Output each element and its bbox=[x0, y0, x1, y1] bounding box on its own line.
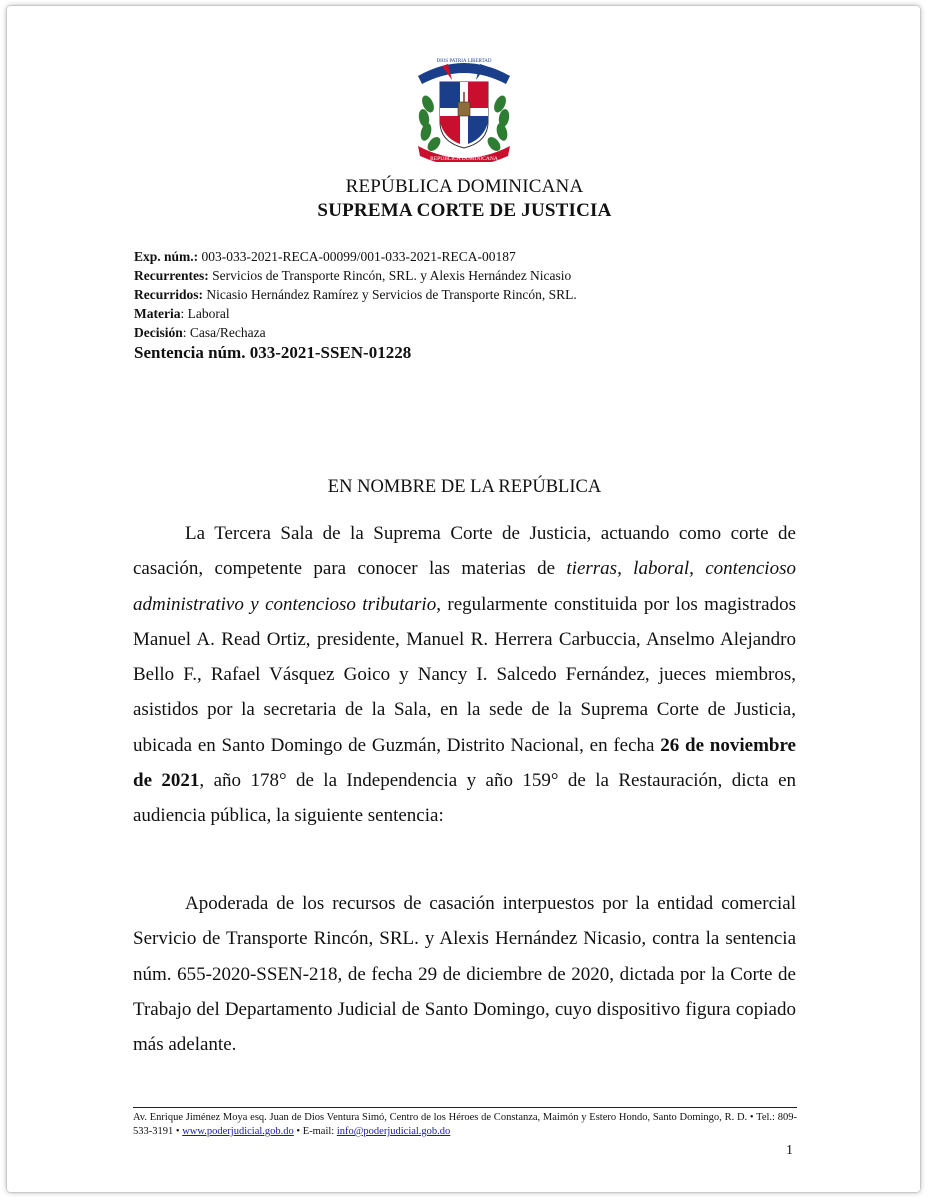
palm-branch-right bbox=[485, 94, 510, 154]
recurridos-row bbox=[134, 285, 814, 304]
court-title: SUPREMA CORTE DE JUSTICIA bbox=[317, 200, 612, 221]
decision-row bbox=[134, 323, 814, 342]
decision-value: : Casa/Rechaza bbox=[182, 325, 266, 340]
exp-value: 003-033-2021-RECA-00099/001-033-2021-RECA-00187 bbox=[198, 249, 516, 264]
materia-value: : Laboral bbox=[180, 306, 230, 321]
p1-text-c: , año 178° de la Independencia y año 159° de la Restauración, dicta en audiencia pública, la siguiente sentencia: bbox=[133, 770, 796, 827]
recurridos-value: Nicasio Hernández Ramírez y Servicios de Transporte Rincón, SRL. bbox=[202, 287, 577, 302]
recurrentes-row bbox=[134, 266, 814, 285]
materia-row bbox=[134, 304, 814, 323]
footer-address-text: Av. Enrique Jiménez Moya esq. Juan de Dios Ventura Simó, Centro de los Héroes de Constanza, Maimón y Estero Hondo, Santo Domingo, R. D. • Tel.: 809-533-3191 • bbox=[133, 1112, 797, 1137]
shield bbox=[440, 82, 488, 148]
decision-label: Decisión bbox=[134, 325, 183, 340]
email-link[interactable]: info@poderjudicial.gob.do bbox=[336, 1126, 451, 1137]
paragraph-1 bbox=[133, 516, 796, 834]
footer-address bbox=[133, 1111, 797, 1139]
ribbon-bottom-text: REPÚBLICA DOMINICANA bbox=[430, 156, 498, 162]
coat-of-arms-icon bbox=[412, 52, 516, 162]
p1-text-b: , regularmente constituida por los magistrados Manuel A. Read Ortiz, presidente, Manuel R. Herrera Carbuccia, Anselmo Alejandro Bello F., Rafael Vásquez Goico y Nancy I. Salcedo Fernández, jueces miembros, asistidos por la secretaria de la Sala, en la sede de la Suprema Corte de Justicia, ubicada en Santo Domingo de Guzmán, Distrito Nacional, en fecha bbox=[133, 593, 796, 756]
exp-label: Exp. núm.: bbox=[134, 249, 199, 264]
website-link[interactable]: www.poderjudicial.gob.do bbox=[182, 1126, 294, 1137]
sentencia-number: Sentencia núm. 033-2021-SSEN-01228 bbox=[134, 343, 412, 362]
p1-italic-text: tierras, laboral, contencioso administrativo y contencioso tributario bbox=[133, 558, 796, 615]
recurrentes-value: Servicios de Transporte Rincón, SRL. y Alexis Hernández Nicasio bbox=[208, 268, 572, 283]
country-title: REPÚBLICA DOMINICANA bbox=[345, 176, 584, 197]
p1-date: 26 de noviembre de 2021 bbox=[133, 734, 796, 792]
top-ribbon bbox=[418, 63, 510, 84]
case-metadata bbox=[134, 247, 814, 342]
page-number: 1 bbox=[786, 1143, 793, 1158]
p2-text: Apoderada de los recursos de casación interpuestos por la entidad comercial Servicio de Transporte Rincón, SRL. y Alexis Hernández Nicasio, contra la sentencia núm. 655-2020-SSEN-218, de fecha 29 de diciembre de 2020, dictada por la Corte de Trabajo del Departamento Judicial de Santo Domingo, cuyo dispositivo figura copiado más adelante. bbox=[133, 893, 796, 1056]
recurrentes-label: Recurrentes: bbox=[134, 268, 209, 283]
p1-text-a: La Tercera Sala de la Suprema Corte de Justicia, actuando como corte de casación, competente para conocer las materias de bbox=[133, 523, 796, 580]
recurridos-label: Recurridos: bbox=[134, 287, 203, 302]
materia-label: Materia bbox=[134, 306, 181, 321]
ribbon-top-text: DIOS PATRIA LIBERTAD bbox=[436, 59, 492, 64]
footer-divider bbox=[133, 1107, 797, 1108]
section-heading: EN NOMBRE DE LA REPÚBLICA bbox=[327, 477, 602, 497]
paragraph-2 bbox=[133, 886, 796, 1062]
laurel-branch-left bbox=[418, 94, 443, 154]
email-label: • E-mail: bbox=[293, 1126, 337, 1137]
exp-row bbox=[134, 247, 814, 266]
